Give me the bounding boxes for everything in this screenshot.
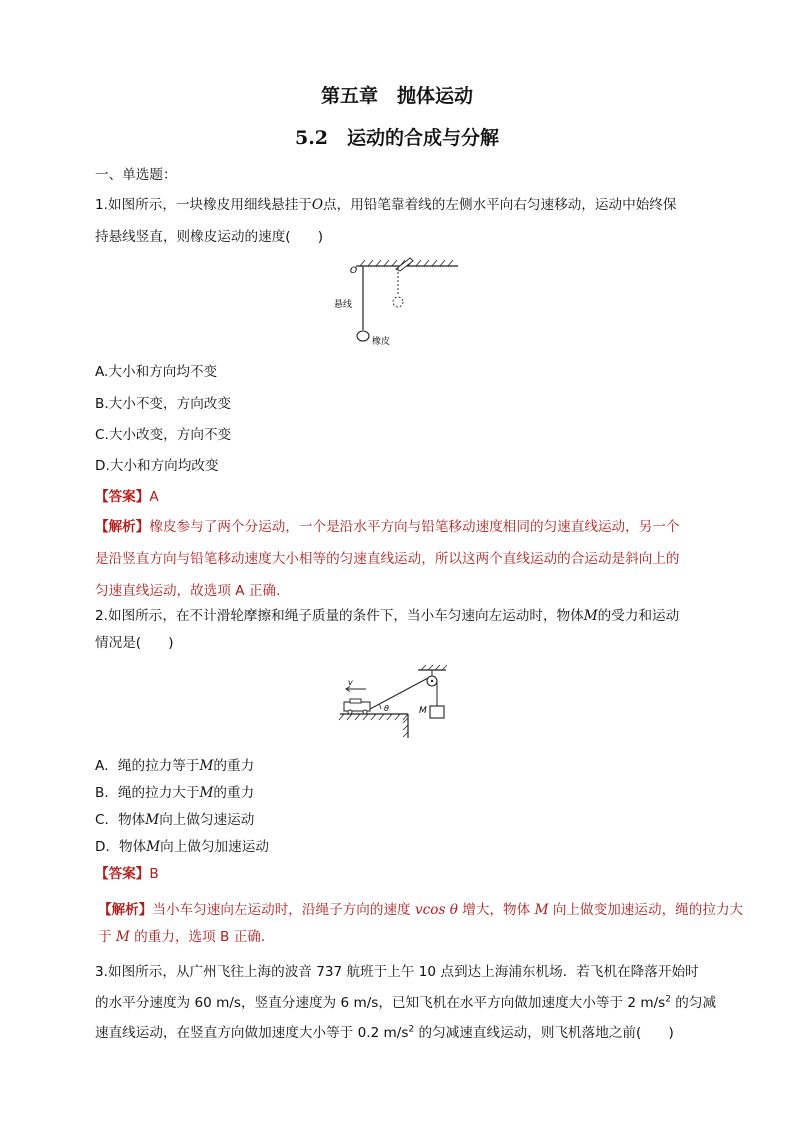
q2-stem-line1 xyxy=(95,604,679,624)
pulley-ceiling-hatch xyxy=(421,665,447,670)
answer-tag: 【答案】 xyxy=(95,489,150,505)
option-pre: C．物体 xyxy=(95,812,146,828)
pencil-icon xyxy=(396,258,413,271)
eraser-shape xyxy=(357,331,369,341)
q3-line3 xyxy=(95,1021,674,1041)
analysis-var-m: M xyxy=(115,929,130,945)
q1-option-b: B.大小不变，方向改变 xyxy=(95,396,231,412)
q3-text: 的水平分速度为 60 m/s，竖直分速度为 6 m/s，已知飞机在水平方向做加速度大小等于 2 m/s xyxy=(95,995,666,1011)
q1-var-o: O xyxy=(311,197,324,213)
option-var: M xyxy=(145,812,160,828)
analysis-text: 增大，物体 xyxy=(457,902,535,918)
q1-stem-line1 xyxy=(95,193,676,213)
q1-stem-text-b: 点，用铅笔靠着线的左侧水平向右匀速移动，运动中始终保 xyxy=(323,197,677,213)
answer-value: B xyxy=(149,866,159,882)
q2-stem-text-a: 2.如图所示，在不计滑轮摩擦和绳子质量的条件下，当小车匀速向左运动时，物体 xyxy=(95,608,584,624)
q1-stem-text-a: 1.如图所示，一块橡皮用细线悬挂于 xyxy=(95,197,312,213)
q3-text: 的匀减 xyxy=(670,995,717,1011)
q1-option-c: C.大小改变，方向不变 xyxy=(95,427,232,443)
label-theta: θ xyxy=(384,704,389,713)
analysis-text: 的重力，选项 B 正确． xyxy=(129,929,275,945)
label-m: M xyxy=(419,706,427,716)
q2-analysis-line1 xyxy=(98,898,743,918)
q1-answer xyxy=(95,485,159,505)
analysis-text: 于 xyxy=(98,929,116,945)
cart-top xyxy=(350,699,361,703)
q2-option-d xyxy=(95,835,269,855)
q3-line2 xyxy=(95,991,716,1011)
section-title: 5.2 运动的合成与分解 xyxy=(294,127,500,149)
q2-var-m: M xyxy=(583,608,598,624)
option-var: M xyxy=(146,839,161,855)
cart-wheel-right xyxy=(363,710,367,714)
block-m xyxy=(430,706,444,718)
ground-hatch xyxy=(339,714,408,720)
option-var: M xyxy=(199,758,214,774)
q1-analysis-line3: 匀速直线运动，故选项 A 正确. xyxy=(95,583,281,599)
option-post: 的重力 xyxy=(213,758,255,774)
analysis-text: 向上做变加速运动，绳的拉力大 xyxy=(548,902,744,918)
q1-analysis-line1 xyxy=(95,515,680,535)
q2-option-a xyxy=(95,754,254,774)
q1-stem-line2: 持悬线竖直，则橡皮运动的速度( ) xyxy=(95,229,324,245)
label-o: O xyxy=(350,266,358,276)
q1-figure xyxy=(330,256,465,352)
angle-arc xyxy=(379,704,381,709)
q3-line1: 3.如图所示，从广州飞往上海的波音 737 航班于上午 10 点到达上海浦东机场．若飞机在降落开始时 xyxy=(95,964,699,980)
q1-option-d: D.大小和方向均改变 xyxy=(95,458,219,474)
cliff-hatch xyxy=(403,718,408,737)
analysis-formula: vcos θ xyxy=(414,902,458,918)
part-heading: 一、单选题： xyxy=(95,167,177,183)
option-post: 的重力 xyxy=(213,785,255,801)
pulley-axle xyxy=(431,680,433,682)
analysis-tag: 【解析】 xyxy=(95,519,150,535)
answer-value: A xyxy=(149,489,159,505)
analysis-text: 橡皮参与了两个分运动，一个是沿水平方向与铅笔移动速度相同的匀速直线运动，另一个 xyxy=(149,519,680,535)
label-v: v xyxy=(348,678,353,687)
option-post: 向上做匀加速运动 xyxy=(160,839,269,855)
analysis-tag: 【解析】 xyxy=(98,902,153,918)
answer-tag: 【答案】 xyxy=(95,866,150,882)
q3-superscript: 2 xyxy=(408,1024,415,1035)
rope-slanted xyxy=(370,678,428,709)
q1-analysis-line2: 是沿竖直方向与铅笔移动速度大小相等的匀速直线运动，所以这两个直线运动的合运动是斜向上的 xyxy=(95,551,680,567)
q3-text: 速直线运动，在竖直方向做加速度大小等于 0.2 m/s xyxy=(95,1025,409,1041)
q1-option-a: A.大小和方向均不变 xyxy=(95,364,218,380)
q2-option-c xyxy=(95,808,254,828)
q2-figure xyxy=(330,662,465,740)
label-string: 悬线 xyxy=(334,300,353,310)
q2-answer xyxy=(95,862,159,882)
eraser-dashed-shape xyxy=(393,297,403,307)
analysis-var-m: M xyxy=(534,902,549,918)
option-pre: B．绳的拉力大于 xyxy=(95,785,200,801)
q2-option-b xyxy=(95,781,254,801)
q2-stem-text-b: 的受力和运动 xyxy=(597,608,680,624)
chapter-title: 第五章 抛体运动 xyxy=(320,85,473,107)
analysis-text: 当小车匀速向左运动时，沿绳子方向的速度 xyxy=(152,902,415,918)
label-eraser: 橡皮 xyxy=(372,337,391,347)
q2-analysis-line2 xyxy=(98,925,274,945)
option-var: M xyxy=(199,785,214,801)
cart-wheel-left xyxy=(348,710,352,714)
q3-text: 的匀减速直线运动，则飞机落地之前( ) xyxy=(414,1025,674,1041)
q2-stem-line2: 情况是( ) xyxy=(95,635,174,651)
option-pre: A．绳的拉力等于 xyxy=(95,758,200,774)
option-pre: D．物体 xyxy=(95,839,147,855)
q3-superscript: 2 xyxy=(665,994,671,1005)
option-post: 向上做匀速运动 xyxy=(159,812,255,828)
